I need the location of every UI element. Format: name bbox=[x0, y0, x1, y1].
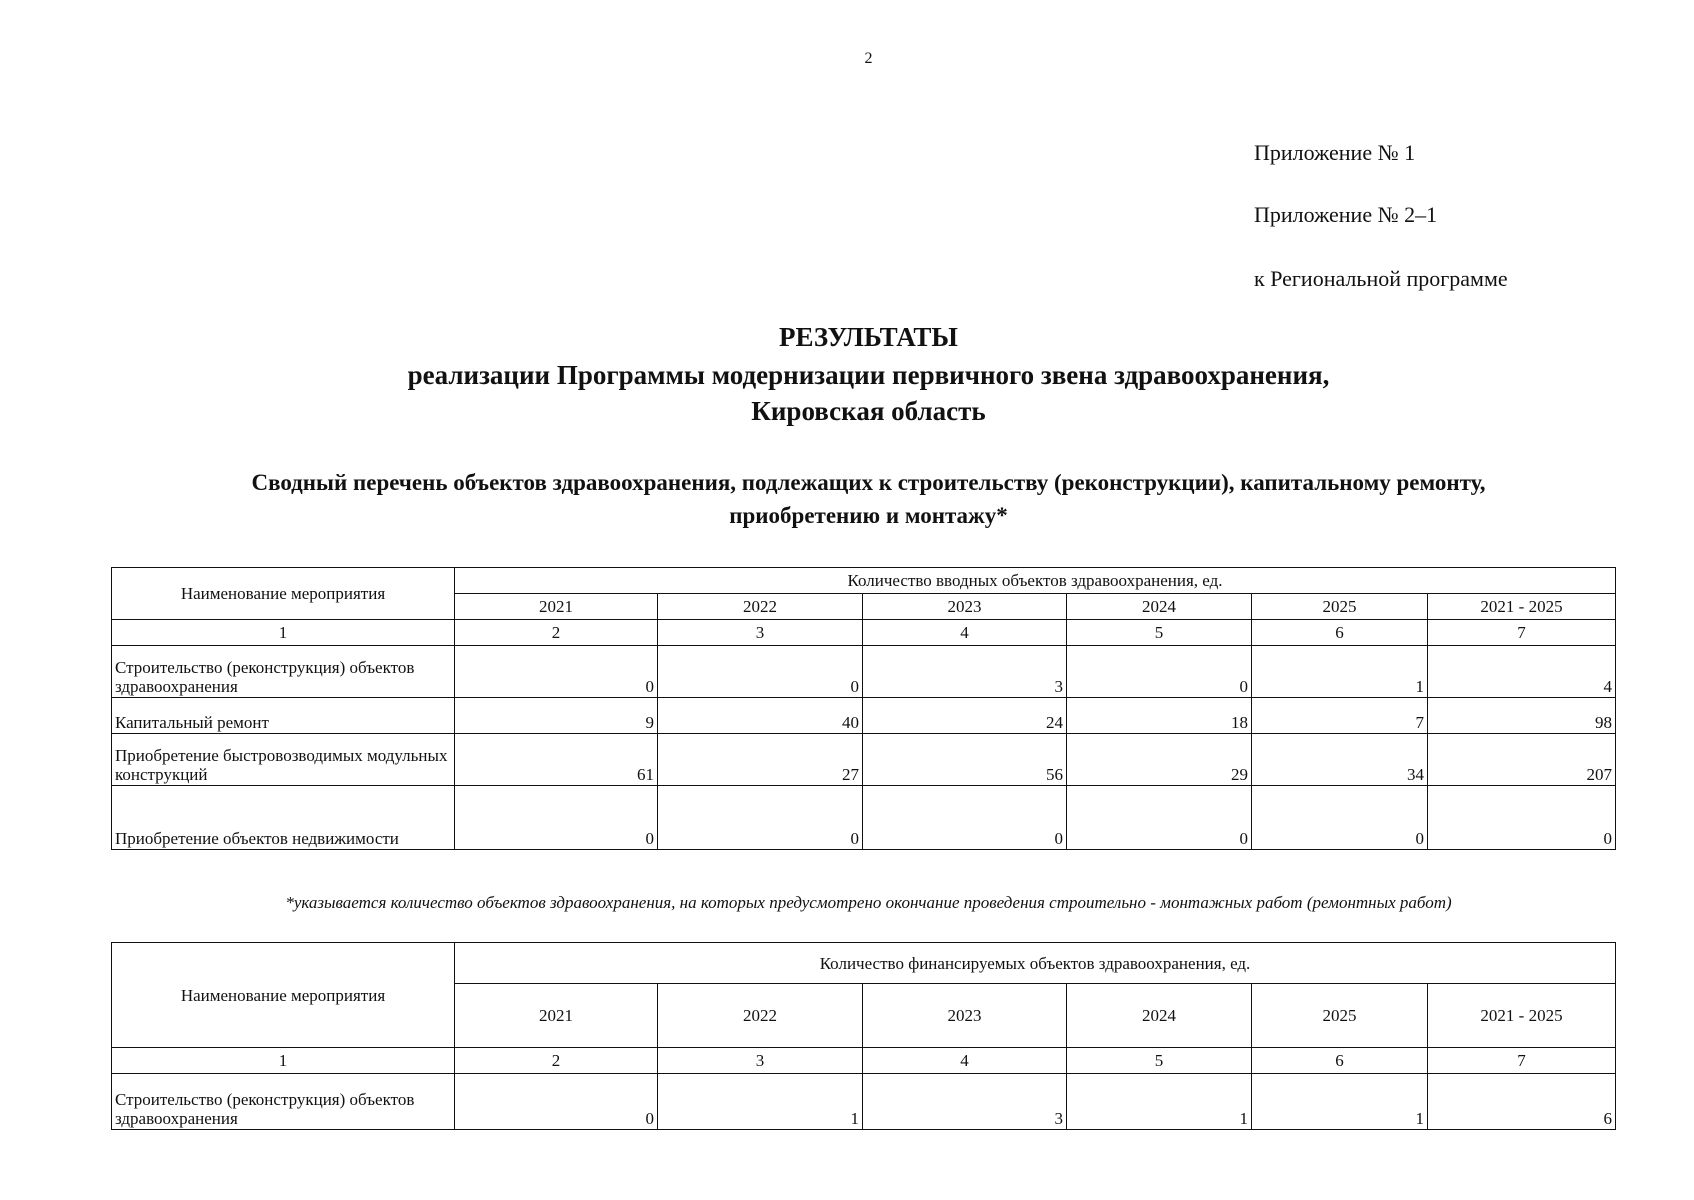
value-cell: 3 bbox=[863, 1074, 1067, 1130]
year-header: 2021 bbox=[455, 594, 658, 620]
total-header: 2021 - 2025 bbox=[1428, 984, 1616, 1048]
row-name: Строительство (реконструкция) объектов здравоохранения bbox=[112, 1074, 455, 1130]
column-index: 5 bbox=[1067, 1048, 1252, 1074]
financed-objects-table bbox=[111, 942, 1616, 1130]
value-cell: 0 bbox=[1067, 786, 1252, 850]
column-index: 3 bbox=[658, 1048, 863, 1074]
value-cell: 29 bbox=[1067, 734, 1252, 786]
year-header: 2021 bbox=[455, 984, 658, 1048]
year-header: 2022 bbox=[658, 594, 863, 620]
column-index: 5 bbox=[1067, 620, 1252, 646]
row-name: Приобретение быстровозводимых модульных конструкций bbox=[112, 734, 455, 786]
total-cell: 207 bbox=[1428, 734, 1616, 786]
total-header: 2021 - 2025 bbox=[1428, 594, 1616, 620]
year-header: 2025 bbox=[1252, 594, 1428, 620]
year-header: 2024 bbox=[1067, 594, 1252, 620]
value-cell: 1 bbox=[1067, 1074, 1252, 1130]
column-index: 4 bbox=[863, 1048, 1067, 1074]
value-cell: 34 bbox=[1252, 734, 1428, 786]
column-index-row bbox=[112, 620, 1616, 646]
value-cell: 0 bbox=[455, 786, 658, 850]
column-index: 2 bbox=[455, 620, 658, 646]
value-cell: 24 bbox=[863, 698, 1067, 734]
column-index-row bbox=[112, 1048, 1616, 1074]
value-cell: 0 bbox=[658, 646, 863, 698]
value-cell: 1 bbox=[658, 1074, 863, 1130]
table-row bbox=[112, 734, 1616, 786]
value-cell: 27 bbox=[658, 734, 863, 786]
value-cell: 7 bbox=[1252, 698, 1428, 734]
table-row bbox=[112, 646, 1616, 698]
row-name: Капитальный ремонт bbox=[112, 698, 455, 734]
group-header: Количество вводных объектов здравоохранения, ед. bbox=[455, 568, 1616, 594]
column-index: 7 bbox=[1428, 620, 1616, 646]
column-index: 6 bbox=[1252, 620, 1428, 646]
total-cell: 6 bbox=[1428, 1074, 1616, 1130]
year-header: 2023 bbox=[863, 594, 1067, 620]
value-cell: 1 bbox=[1252, 646, 1428, 698]
document-subtitle-1: реализации Программы модернизации первичного звена здравоохранения, bbox=[407, 360, 1330, 390]
value-cell: 56 bbox=[863, 734, 1067, 786]
summary-title-line-2: приобретению и монтажу* bbox=[729, 503, 1008, 528]
value-cell: 0 bbox=[455, 646, 658, 698]
footnote: *указывается количество объектов здравоохранения, на которых предусмотрено окончание проведения строительно - монтажных работ (ремонтных работ) bbox=[285, 893, 1452, 912]
column-index: 1 bbox=[112, 1048, 455, 1074]
row-name: Строительство (реконструкция) объектов здравоохранения bbox=[112, 646, 455, 698]
name-column-header: Наименование мероприятия bbox=[112, 568, 455, 620]
value-cell: 0 bbox=[1252, 786, 1428, 850]
year-header: 2023 bbox=[863, 984, 1067, 1048]
page-number: 2 bbox=[864, 50, 873, 67]
summary-title-line-1: Сводный перечень объектов здравоохранения, подлежащих к строительству (реконструкции), капитальному ремонту, bbox=[251, 470, 1486, 495]
column-index: 2 bbox=[455, 1048, 658, 1074]
commissioned-objects-table bbox=[111, 567, 1616, 850]
table-row bbox=[112, 786, 1616, 850]
appendix-line-3: к Региональной программе bbox=[1254, 266, 1508, 291]
value-cell: 0 bbox=[455, 1074, 658, 1130]
value-cell: 0 bbox=[1067, 646, 1252, 698]
document-title: РЕЗУЛЬТАТЫ bbox=[779, 322, 958, 352]
table-row bbox=[112, 1074, 1616, 1130]
total-cell: 98 bbox=[1428, 698, 1616, 734]
appendix-line-2: Приложение № 2–1 bbox=[1254, 202, 1438, 227]
value-cell: 40 bbox=[658, 698, 863, 734]
appendix-line-1: Приложение № 1 bbox=[1254, 140, 1416, 165]
column-index: 1 bbox=[112, 620, 455, 646]
group-header: Количество финансируемых объектов здравоохранения, ед. bbox=[455, 943, 1616, 984]
value-cell: 0 bbox=[863, 786, 1067, 850]
year-header: 2025 bbox=[1252, 984, 1428, 1048]
row-name: Приобретение объектов недвижимости bbox=[112, 786, 455, 850]
value-cell: 1 bbox=[1252, 1074, 1428, 1130]
document-subtitle-2: Кировская область bbox=[751, 396, 986, 426]
total-cell: 0 bbox=[1428, 786, 1616, 850]
name-column-header: Наименование мероприятия bbox=[112, 943, 455, 1048]
table-row bbox=[112, 698, 1616, 734]
total-cell: 4 bbox=[1428, 646, 1616, 698]
value-cell: 18 bbox=[1067, 698, 1252, 734]
year-header: 2022 bbox=[658, 984, 863, 1048]
value-cell: 3 bbox=[863, 646, 1067, 698]
value-cell: 61 bbox=[455, 734, 658, 786]
year-header: 2024 bbox=[1067, 984, 1252, 1048]
column-index: 7 bbox=[1428, 1048, 1616, 1074]
column-index: 6 bbox=[1252, 1048, 1428, 1074]
column-index: 3 bbox=[658, 620, 863, 646]
value-cell: 9 bbox=[455, 698, 658, 734]
value-cell: 0 bbox=[658, 786, 863, 850]
column-index: 4 bbox=[863, 620, 1067, 646]
